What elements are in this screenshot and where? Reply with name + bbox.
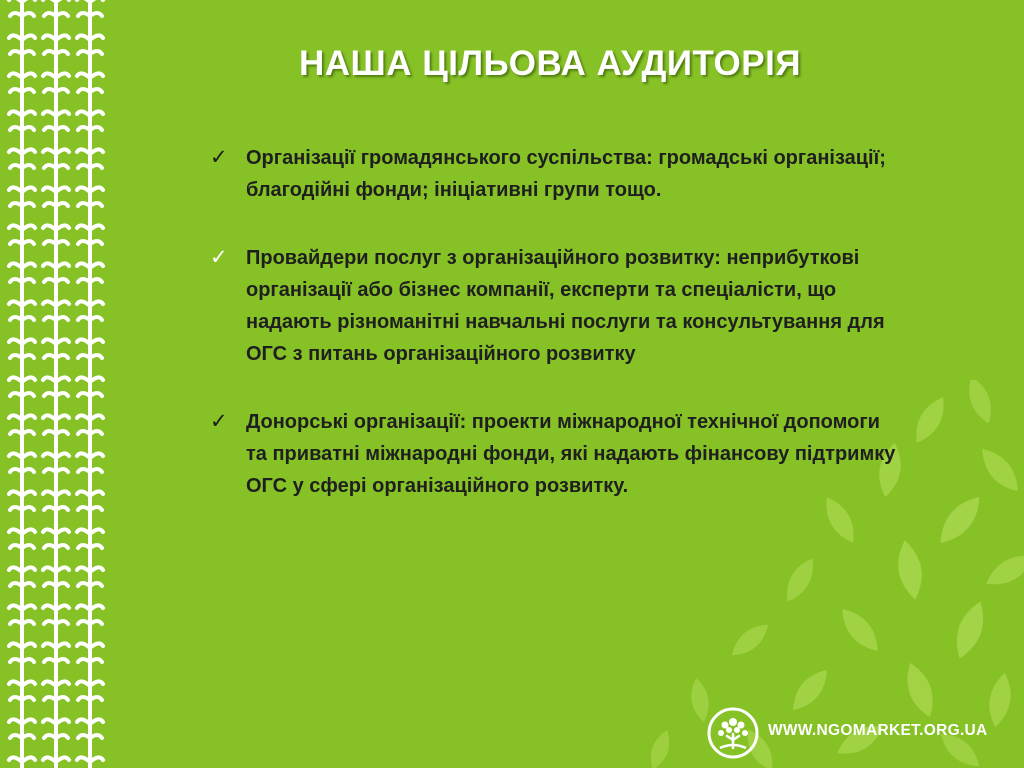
website-link[interactable]: WWW.NGOMARKET.ORG.UA: [768, 722, 988, 739]
vine-border-decoration: [0, 0, 112, 768]
checkmark-icon: ✓: [210, 146, 228, 169]
checkmark-icon: ✓: [210, 246, 228, 269]
slide-title: НАША ЦІЛЬОВА АУДИТОРІЯ: [298, 44, 801, 83]
bullet-text: Організації громадянського суспільства: громадські організації; благодійні фонди; ініціативні групи тощо.: [246, 147, 886, 201]
bullet-text: Донорські організації: проекти міжнародної технічної допомоги та приватні міжнародні фонди, які надають фінансову підтримку ОГС у сфері організаційного розвитку.: [246, 411, 896, 497]
bullet-item-csos: [206, 142, 906, 206]
bullet-text: Провайдери послуг з організаційного розвитку: неприбуткові організації або бізнес компанії, експерти та спеціалісти, що надають різноманітні навчальні послуги та консультування для ОГС з питань організаційного розвитку: [246, 247, 885, 365]
tree-logo-icon[interactable]: [706, 706, 760, 760]
checkmark-icon: ✓: [210, 410, 228, 433]
bullet-item-donors: [206, 406, 906, 502]
bullet-item-providers: [206, 242, 906, 370]
bullet-list: [206, 142, 906, 502]
